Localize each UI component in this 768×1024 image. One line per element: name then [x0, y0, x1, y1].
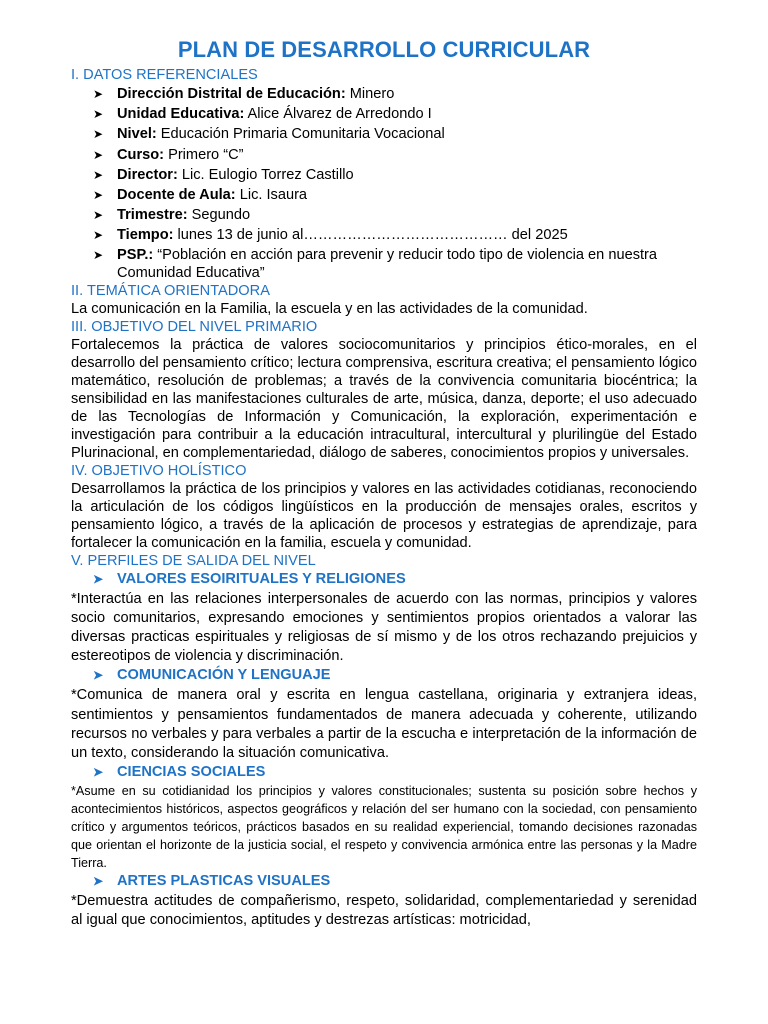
- arrow-bullet-icon: ➤: [93, 188, 104, 203]
- list-item: [93, 225, 697, 245]
- list-item: [93, 246, 697, 282]
- section-heading-tematica: II. TEMÁTICA ORIENTADORA: [71, 282, 270, 299]
- arrow-bullet-icon: ➤: [93, 228, 104, 243]
- item-label: Director:: [117, 166, 178, 183]
- item-value: “Población en acción para prevenir y reducir todo tipo de violencia en nuestra Comunidad Educativa”: [117, 246, 658, 281]
- item-value: Minero: [345, 86, 395, 102]
- arrow-bullet-icon: ➤: [93, 571, 104, 586]
- item-label: Curso:: [117, 146, 165, 163]
- tematica-text: La comunicación en la Familia, la escuela y en las actividades de la comunidad.: [71, 300, 588, 317]
- objetivo-nivel-text: Fortalecemos la práctica de valores sociocomunitarios y principios ético-morales, en el desarrollo del pensamiento crítico; lectura comprensiva, escritura creativa; el pensamiento lógico matemático, resolución de problemas; a través de la convivencia comunitaria biocéntrica; la sensibilidad en las manifestaciones culturales de arte, música, danza, deporte; el uso adecuado de las Tecnologías de Información y Comunicación, la exploración, experimentación e investigación para contribuir a la educación intracultural, intercultural y plurilingüe del Estado Plurinacional, en complementariedad, diálogo de saberes, conocimientos propios y universales.: [71, 336, 697, 461]
- item-label: Unidad Educativa:: [117, 106, 245, 123]
- item-label: Trimestre:: [117, 207, 188, 224]
- area-title: CIENCIAS SOCIALES: [117, 764, 266, 781]
- arrow-bullet-icon: ➤: [93, 247, 104, 262]
- area-heading-valores: [71, 570, 697, 589]
- list-item: [93, 84, 697, 104]
- area-title: COMUNICACIÓN Y LENGUAJE: [117, 667, 331, 684]
- arrow-bullet-icon: ➤: [93, 874, 104, 889]
- area-text-valores: *Interactúa en las relaciones interpersonales de acuerdo con las normas, principios y valores socio comunitarios, expresando emociones y sentimientos propios orientados a valorar las diversas practicas espirituales y religiosas de sí mismo y de los otros rechazando prejuicios y estereotipos de violencia y discriminación.: [71, 590, 697, 665]
- area-heading-artes: [71, 872, 697, 891]
- area-title: VALORES ESOIRITUALES Y RELIGIONES: [117, 570, 406, 587]
- list-item: [93, 124, 697, 144]
- section-heading-datos: I. DATOS REFERENCIALES: [71, 67, 258, 83]
- list-item: [93, 185, 697, 205]
- item-label: PSP.:: [117, 246, 154, 263]
- list-item: [93, 104, 697, 124]
- list-item: [93, 145, 697, 165]
- area-text-artes: *Demuestra actitudes de compañerismo, respeto, solidaridad, complementariedad y serenidad al igual que conocimientos, aptitudes y destrezas artísticas: motricidad,: [71, 893, 697, 929]
- arrow-bullet-icon: ➤: [93, 668, 104, 683]
- area-text-comunicacion: *Comunica de manera oral y escrita en lengua castellana, originaria y extranjera ideas, sentimientos y pensamientos fundamentados de manera adecuada y coherente, utilizando recursos no verbales y para verbales a partir de la escucha e interpretación de la información de un texto, considerando la situación comunicativa.: [71, 687, 697, 762]
- item-label: Nivel:: [117, 126, 157, 143]
- item-label: Dirección Distrital de Educación:: [117, 86, 346, 102]
- item-label: Docente de Aula:: [117, 187, 236, 204]
- item-value: Segundo: [187, 207, 251, 224]
- section-heading-perfiles: V. PERFILES DE SALIDA DEL NIVEL: [71, 552, 316, 569]
- area-heading-ciencias-sociales: [71, 763, 697, 782]
- arrow-bullet-icon: ➤: [93, 147, 104, 162]
- item-value: Educación Primaria Comunitaria Vocacional: [156, 126, 445, 143]
- item-label: Tiempo:: [117, 227, 174, 244]
- objetivo-holistico-text: Desarrollamos la práctica de los principios y valores en las actividades cotidianas, reconociendo la articulación de los códigos lingüísticos en la producción de mensajes orales, escritos y pensamiento lógico, a través de la aplicación de procesos y estrategias de aprendizaje, para fortalecer la comunicación en la familia, escuela y comunidad.: [71, 480, 697, 551]
- list-item: [93, 165, 697, 185]
- section-heading-objetivo-nivel: III. OBJETIVO DEL NIVEL PRIMARIO: [71, 318, 318, 335]
- list-item: [93, 205, 697, 225]
- arrow-bullet-icon: ➤: [93, 208, 104, 223]
- section-heading-objetivo-holistico: IV. OBJETIVO HOLÍSTICO: [71, 462, 247, 479]
- arrow-bullet-icon: ➤: [93, 107, 104, 122]
- item-value: Primero “C”: [164, 146, 244, 163]
- area-text-ciencias-sociales: *Asume en su cotidianidad los principios y valores constitucionales; sustenta su posición sobre hechos y acontecimientos históricos, aspectos geográficos y relación del ser humano con la sociedad, con pensamiento crítico y argumentos teóricos, prácticos basados en su realidad experiencial, tomando decisiones razonadas que orientan el horizonte de la justicia social, el respeto y convivencia armónica entre las personas y la Madre Tierra.: [71, 784, 697, 871]
- arrow-bullet-icon: ➤: [93, 127, 104, 142]
- item-value: lunes 13 de junio al…………………………………… del 2025: [173, 227, 568, 244]
- item-value: Lic. Isaura: [235, 187, 308, 204]
- item-value: Lic. Eulogio Torrez Castillo: [177, 166, 354, 183]
- area-heading-comunicacion: [71, 666, 697, 685]
- item-value: Alice Álvarez de Arredondo I: [244, 106, 432, 123]
- datos-list: [71, 84, 697, 282]
- area-title: ARTES PLASTICAS VISUALES: [117, 873, 331, 890]
- arrow-bullet-icon: ➤: [93, 765, 104, 780]
- document-title: PLAN DE DESARROLLO CURRICULAR: [177, 37, 591, 62]
- arrow-bullet-icon: ➤: [93, 167, 104, 182]
- arrow-bullet-icon: ➤: [93, 87, 104, 101]
